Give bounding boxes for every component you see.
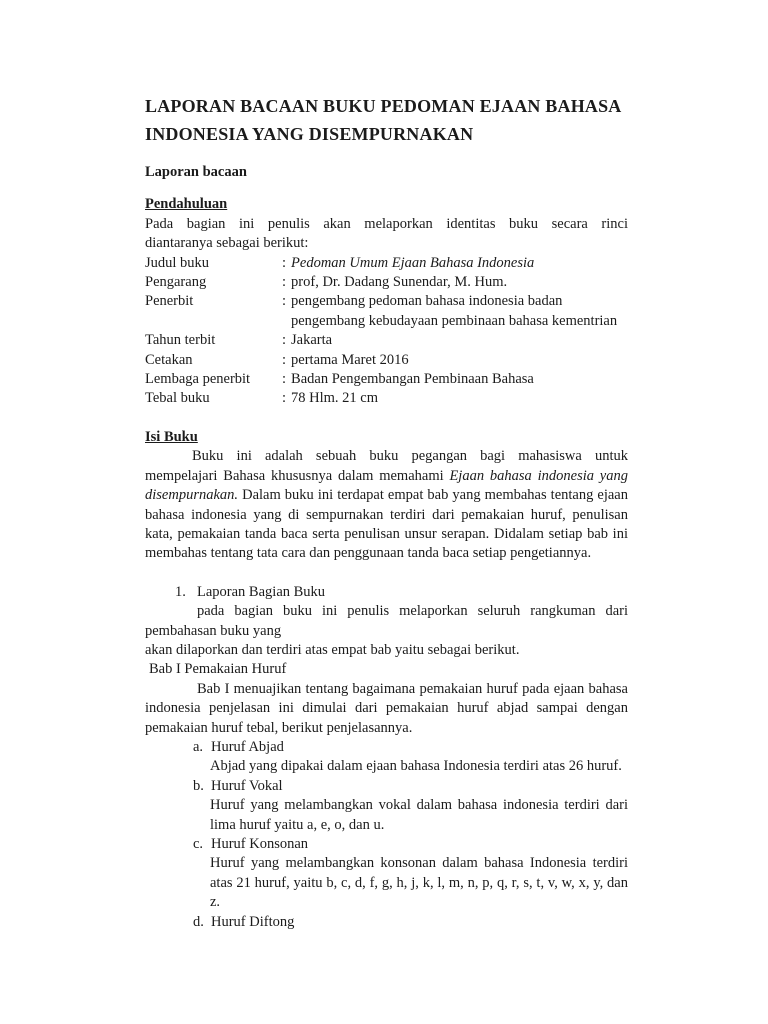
meta-row-tahun-terbit (145, 331, 628, 350)
bab1-line: Bab I menuajikan tentang bagaimana pemakaian huruf pada ejaan bahasa (197, 680, 628, 697)
bab1-line: indonesia penjelasan ini dimulai dari pemakaian huruf abjad sampai dengan (145, 700, 628, 717)
heading-isi-buku: Isi Buku (145, 428, 198, 445)
meta-row-judul-buku (145, 254, 628, 273)
item-body-line: atas 21 huruf, yaitu b, c, d, f, g, h, j, k, l, m, n, p, q, r, s, t, v, w, x, y, dan (210, 874, 628, 891)
meta-row-pengarang (145, 273, 628, 292)
heading-pendahuluan: Pendahuluan (145, 196, 228, 213)
item-title: Laporan Bagian Buku (197, 583, 326, 600)
item-title: Huruf Konsonan (211, 836, 309, 852)
item-letter: a. (193, 738, 204, 755)
meta-label: Judul buku (145, 254, 210, 271)
isi-line: disempurnakan. Dalam buku ini terdapat empat bab yang membahas tentang ejaan (145, 487, 628, 504)
page-content (145, 0, 628, 932)
meta-value: pengembang kebudayaan pembinaan bahasa kementrian (291, 312, 618, 329)
meta-row-penerbit (145, 292, 628, 311)
item-title: Huruf Diftong (211, 913, 295, 930)
meta-row-lembaga-penerbit (145, 370, 628, 389)
meta-row-penerbit-continuation (145, 312, 628, 331)
meta-label: Lembaga penerbit (145, 371, 251, 388)
list-item-huruf-vokal (145, 777, 628, 835)
meta-label: Pengarang (145, 274, 207, 291)
isi-line: membahas tentang tata cara dan penggunaan tanda baca setiap pengetiannya. (145, 545, 592, 562)
isi-line: bahasa indonesia yang di sempurnakan terdiri dari pemakaian huruf, penulisan (145, 506, 628, 523)
bab1-line: pemakaian huruf tebal, berikut penjelasannya. (145, 719, 413, 736)
meta-value: 78 Hlm. 21 cm (291, 390, 379, 407)
meta-colon: : (282, 274, 287, 291)
meta-colon: : (282, 332, 287, 349)
meta-value: Jakarta (291, 332, 333, 349)
book-identity-list (145, 254, 628, 409)
italic-book-title: disempurnakan. (145, 487, 239, 504)
pendahuluan-line-2: diantaranya sebagai berikut: (145, 235, 309, 252)
page-title-line-1: LAPORAN BACAAN BUKU PEDOMAN EJAAN BAHASA (145, 96, 622, 116)
item-number: 1. (175, 583, 186, 600)
isi-line: Buku ini adalah sebuah buku pegangan bagi mahasiswa untuk (192, 448, 628, 465)
isi-buku-paragraph (145, 447, 628, 563)
item-body-line: Huruf yang melambangkan konsonan dalam bahasa Indonesia terdiri (210, 855, 628, 872)
meta-label: Tahun terbit (145, 332, 216, 349)
numbered-item-1 (145, 583, 628, 602)
item-letter: c. (193, 836, 204, 852)
list-item-huruf-diftong (145, 913, 628, 932)
meta-value: pertama Maret 2016 (291, 351, 409, 368)
meta-colon: : (282, 390, 287, 407)
item-body-line: z. (210, 894, 221, 911)
meta-row-cetakan (145, 351, 628, 370)
item-body-line: Abjad yang dipakai dalam ejaan bahasa Indonesia terdiri atas 26 huruf. (210, 758, 622, 775)
isi-line: mempelajari Bahasa khususnya dalam memahami Ejaan bahasa indonesia yang (145, 467, 628, 484)
meta-colon: : (282, 371, 287, 388)
meta-colon: : (282, 351, 287, 368)
section1-line: pada bagian buku ini penulis melaporkan seluruh rangkuman dari (197, 603, 628, 620)
subtitle-laporan-bacaan: Laporan bacaan (145, 164, 247, 180)
meta-value: pengembang pedoman bahasa indonesia badan (291, 293, 563, 310)
meta-label: Penerbit (145, 293, 194, 310)
italic-book-title: Ejaan bahasa indonesia yang (449, 467, 628, 484)
meta-value: Badan Pengembangan Pembinaan Bahasa (291, 371, 534, 388)
meta-value: prof, Dr. Dadang Sunendar, M. Hum. (291, 274, 508, 291)
pendahuluan-line-1: Pada bagian ini penulis akan melaporkan identitas buku secara rinci (145, 215, 628, 232)
page-title-line-2: INDONESIA YANG DISEMPURNAKAN (145, 124, 474, 144)
item-body-line: Huruf yang melambangkan vokal dalam bahasa indonesia terdiri dari (210, 797, 628, 814)
isi-line: kata, pemakaian tanda baca serta penulisan unsur serapan. Didalam setiap bab ini (145, 525, 628, 542)
item-body-line: lima huruf yaitu a, e, o, dan u. (210, 816, 385, 833)
item-title: Huruf Vokal (211, 777, 283, 794)
item-letter: d. (193, 913, 204, 930)
meta-colon: : (282, 293, 287, 310)
item-letter: b. (193, 777, 204, 794)
meta-value: Pedoman Umum Ejaan Bahasa Indonesia (291, 254, 535, 271)
item-title: Huruf Abjad (211, 738, 284, 755)
list-item-huruf-abjad (145, 738, 628, 777)
meta-label: Tebal buku (145, 390, 210, 407)
meta-label: Cetakan (145, 351, 193, 368)
meta-colon: : (282, 254, 287, 271)
heading-bab-1: Bab I Pemakaian Huruf (149, 661, 287, 678)
section1-line: akan dilaporkan dan terdiri atas empat bab yaitu sebagai berikut. (145, 641, 520, 658)
page-title (145, 92, 628, 148)
list-item-huruf-konsonan (145, 835, 628, 913)
section-laporan-bagian-buku (145, 583, 628, 932)
section1-line: pembahasan buku yang (145, 622, 282, 639)
meta-row-tebal-buku (145, 389, 628, 408)
meta-label (145, 312, 282, 331)
